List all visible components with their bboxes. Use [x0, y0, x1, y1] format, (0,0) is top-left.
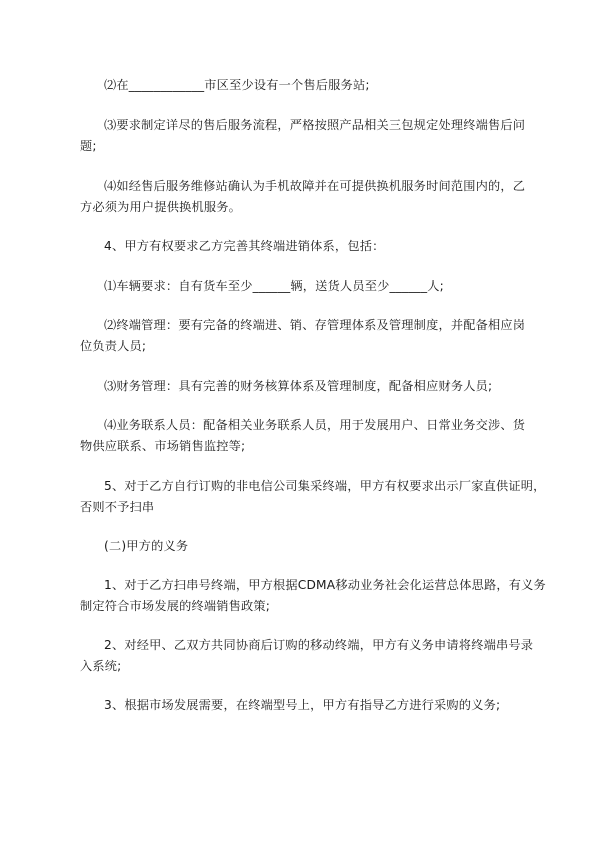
- paragraph-line: 2、对经甲、乙双方共同协商后订购的移动终端，甲方有义务申请将终端串号录: [104, 638, 534, 652]
- paragraph-line: ⑶财务管理：具有完善的财务核算体系及管理制度，配备相应财务人员;: [104, 379, 493, 393]
- paragraph-obligation-2: [80, 635, 535, 677]
- paragraph-line: 位负责人员;: [80, 339, 147, 353]
- paragraph-line: ⑷如经售后服务维修站确认为手机故障并在可提供换机服务时间范围内的，乙: [104, 179, 526, 193]
- paragraph-service-station: [80, 75, 535, 96]
- paragraph-line: ⑵终端管理：要有完备的终端进、销、存管理体系及管理制度，并配备相应岗: [104, 318, 526, 332]
- paragraph-financial-management: [80, 376, 535, 397]
- paragraph-line: ⑶要求制定详尽的售后服务流程，严格按照产品相关三包规定处理终端售后问: [104, 118, 526, 132]
- paragraph-line: 5、对于乙方自行订购的非电信公司集采终端，甲方有权要求出示厂家直供证明，: [104, 479, 546, 493]
- paragraph-line: 入系统;: [80, 659, 122, 673]
- paragraph-line: 4、甲方有权要求乙方完善其终端进销体系，包括：: [104, 239, 385, 253]
- paragraph-line: (二)甲方的义务: [104, 539, 189, 553]
- paragraph-line: 物供应联系、市场销售监控等;: [80, 439, 246, 453]
- paragraph-line: 方必须为用户提供换机服务。: [80, 200, 242, 214]
- paragraph-line: ⑷业务联系人员：配备相关业务联系人员，用于发展用户、日常业务交涉、货: [104, 418, 526, 432]
- paragraph-line: 制定符合市场发展的终端销售政策;: [80, 599, 271, 613]
- paragraph-vehicle-requirement: [80, 276, 535, 297]
- paragraph-clause-5: [80, 476, 546, 518]
- paragraph-replacement-service: [80, 176, 535, 218]
- paragraph-line: 3、根据市场发展需要，在终端型号上，甲方有指导乙方进行采购的义务;: [104, 698, 501, 712]
- paragraph-after-sales-process: [80, 115, 535, 157]
- section-heading-party-a-obligations: [80, 536, 535, 557]
- paragraph-line: 1、对于乙方扫串号终端，甲方根据CDMA移动业务社会化运营总体思路，有义务: [104, 578, 546, 592]
- paragraph-line: 否则不予扫串: [80, 500, 155, 514]
- paragraph-terminal-management: [80, 315, 535, 357]
- paragraph-obligation-1: [80, 575, 546, 617]
- paragraph-clause-4: [80, 236, 535, 257]
- paragraph-line: ⑵在____________市区至少设有一个售后服务站;: [104, 78, 370, 92]
- paragraph-obligation-3: [80, 695, 535, 716]
- paragraph-line: 题;: [80, 139, 97, 153]
- paragraph-business-contacts: [80, 415, 535, 457]
- paragraph-line: ⑴车辆要求：自有货车至少______辆，送货人员至少______人;: [104, 279, 444, 293]
